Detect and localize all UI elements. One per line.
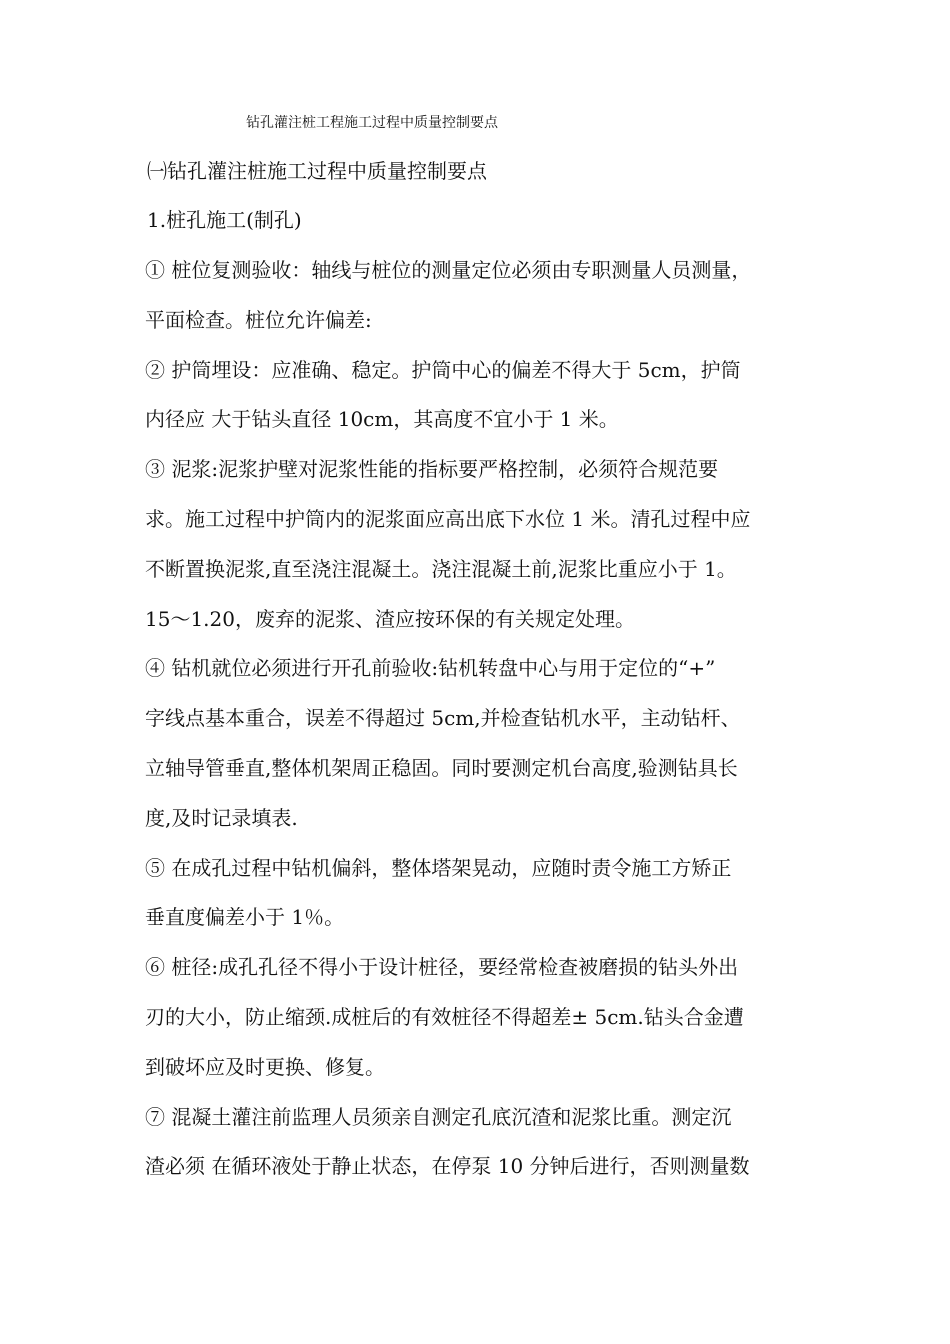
body-line: ④ 钻机就位必须进行开孔前验收:钻机转盘中心与用于定位的“+” — [145, 656, 716, 681]
body-line: 立轴导管垂直,整体机架周正稳固。同时要测定机台高度,验测钻具长 — [145, 755, 738, 780]
body-line: 内径应 大于钻头直径 10cm，其高度不宜小于 1 米。 — [145, 407, 619, 432]
body-line: 渣必须 在循环液处于静止状态，在停泵 10 分钟后进行，否则测量数 — [145, 1154, 750, 1179]
body-line: 求。施工过程中护筒内的泥浆面应高出底下水位 1 米。清孔过程中应 — [145, 506, 751, 531]
body-line: ① 桩位复测验收：轴线与桩位的测量定位必须由专职测量人员测量， — [145, 258, 752, 282]
body-line: 字线点基本重合，误差不得超过 5cm,并检查钻机水平，主动钻杆、 — [145, 706, 741, 731]
document-body — [145, 250, 807, 1196]
body-line: 15～1.20，废弃的泥浆、渣应按环保的有关规定处理。 — [145, 606, 635, 631]
sub-heading: 1.桩孔施工(制孔) — [147, 208, 302, 232]
body-line: 度,及时记录填表. — [145, 805, 298, 830]
document-title: 钻孔灌注桩工程施工过程中质量控制要点 — [246, 115, 498, 131]
body-line: 到破坏应及时更换、修复。 — [145, 1054, 385, 1079]
body-line: 刃的大小，防止缩颈.成桩后的有效桩径不得超差± 5cm.钻头合金遭 — [145, 1004, 744, 1029]
body-line: ③ 泥浆:泥浆护壁对泥浆性能的指标要严格控制，必须符合规范要 — [145, 457, 719, 482]
body-line: ⑦ 混凝土灌注前监理人员须亲自测定孔底沉渣和泥浆比重。测定沉 — [145, 1104, 732, 1129]
body-line: ⑤ 在成孔过程中钻机偏斜，整体塔架晃动，应随时责令施工方矫正 — [145, 855, 732, 880]
body-line: ⑥ 桩径:成孔孔径不得小于设计桩径，要经常检查被磨损的钻头外出 — [145, 955, 739, 980]
body-line: ② 护筒埋设：应准确、稳定。护筒中心的偏差不得大于 5cm，护筒 — [145, 357, 741, 382]
body-line: 垂直度偏差小于 1％。 — [145, 905, 345, 930]
section-heading: ㈠钻孔灌注桩施工过程中质量控制要点 — [147, 159, 487, 183]
body-line: 平面检查。桩位允许偏差: — [145, 307, 372, 332]
body-line: 不断置换泥浆,直至浇注混凝土。浇注混凝土前,泥浆比重应小于 1。 — [145, 556, 737, 581]
